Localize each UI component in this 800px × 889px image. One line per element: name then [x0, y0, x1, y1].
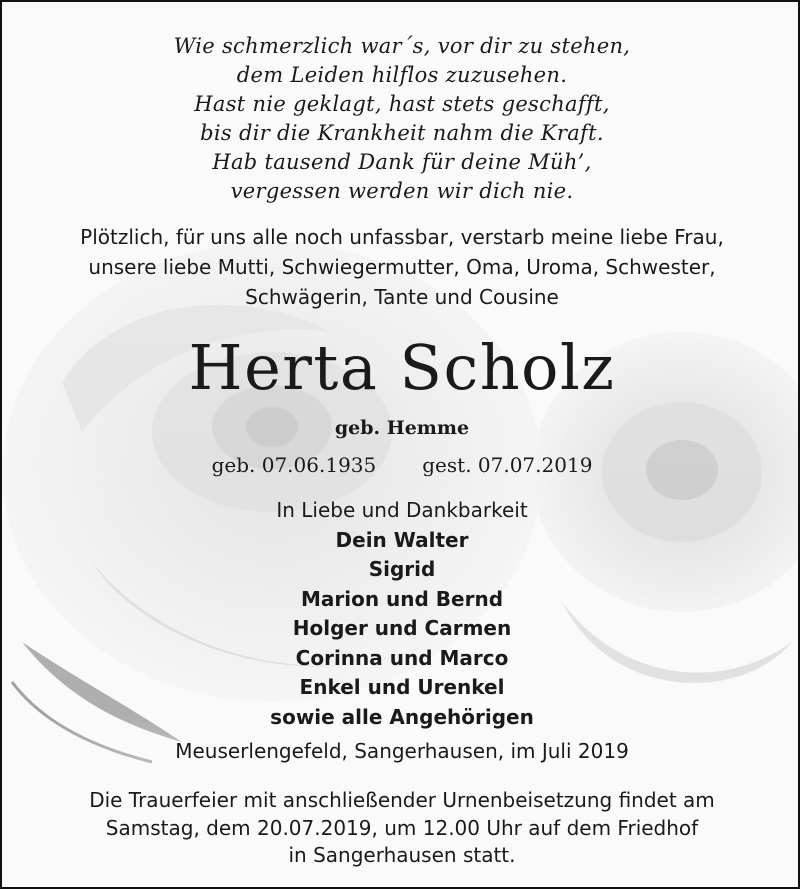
poem-line: bis dir die Krankheit nahm die Kraft.	[200, 121, 604, 145]
mourner-name: Sigrid	[368, 557, 436, 581]
place-and-date: Meuserlengefeld, Sangerhausen, im Juli 2019	[175, 739, 629, 763]
birth-date: geb. 07.06.1935	[211, 453, 377, 477]
maiden-name: geb. Hemme	[334, 417, 470, 439]
death-date: gest. 07.07.2019	[422, 453, 593, 477]
poem-line: vergessen werden wir dich nie.	[230, 179, 574, 203]
announcement-line: Plötzlich, für uns alle noch unfassbar, verstarb meine liebe Frau,	[80, 225, 724, 249]
mourner-name: Corinna und Marco	[295, 645, 509, 670]
service-line: in Sangerhausen statt.	[288, 843, 516, 867]
mourner-name: sowie alle Angehörigen	[270, 704, 534, 729]
poem-line: Hast nie geklagt, hast stets geschafft,	[194, 92, 610, 116]
deceased-name: Herta Scholz	[188, 331, 616, 404]
death-announcement	[2, 222, 800, 312]
mourner-name: Dein Walter	[335, 527, 469, 552]
mourners-list	[2, 496, 800, 732]
announcement-line: Schwägerin, Tante und Cousine	[245, 285, 559, 309]
poem-line: dem Leiden hilflos zuzusehen.	[236, 63, 568, 87]
funeral-service-info	[2, 787, 800, 870]
mourner-name: Enkel und Urenkel	[299, 675, 505, 699]
life-dates	[2, 451, 800, 479]
memorial-poem	[2, 32, 800, 206]
mourner-name: Holger und Carmen	[292, 616, 512, 640]
mourner-name: Marion und Bernd	[300, 586, 504, 611]
mourners-lead: In Liebe und Dankbarkeit	[276, 498, 528, 522]
service-line: Samstag, dem 20.07.2019, um 12.00 Uhr auf dem Friedhof	[105, 815, 699, 840]
announcement-line: unsere liebe Mutti, Schwiegermutter, Oma, Uroma, Schwester,	[88, 255, 716, 279]
poem-line: Hab tausend Dank für deine Müh’,	[212, 150, 592, 174]
poem-line: Wie schmerzlich war´s, vor dir zu stehen,	[173, 34, 631, 58]
service-line: Die Trauerfeier mit anschließender Urnenbeisetzung findet am	[89, 788, 715, 812]
